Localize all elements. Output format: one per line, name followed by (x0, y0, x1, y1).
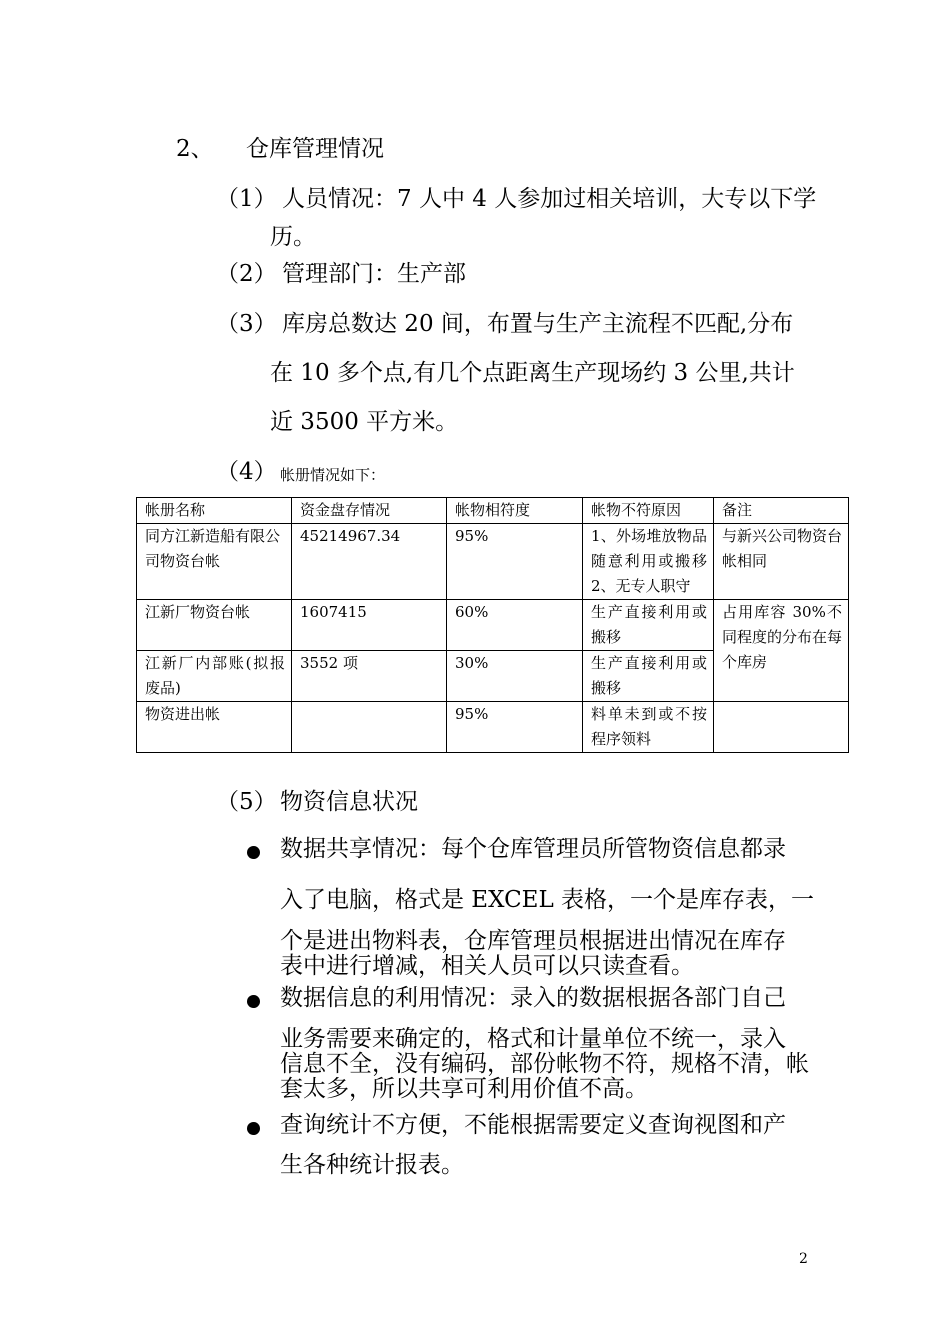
table-header-cell: 备注 (714, 498, 849, 524)
item-text-3-cont: 在 10 多个点,有几个点距离生产现场约 3 公里,共计 (270, 360, 795, 386)
table-row (137, 600, 849, 651)
item-number-5: （5） (216, 789, 277, 815)
ledger-reason-cell: 料单未到或不按程序领料 (583, 702, 714, 753)
ledger-amount-cell: 45214967.34 (292, 524, 447, 600)
item-text-5: 物资信息状况 (280, 789, 418, 815)
bullet-line: 数据共享情况：每个仓库管理员所管物资信息都录 (280, 836, 786, 862)
ledger-match-cell: 60% (447, 600, 583, 651)
bullet-dot-icon (244, 991, 264, 1011)
ledger-name-cell: 物资进出帐 (137, 702, 292, 753)
table-row (137, 702, 849, 753)
ledger-name-cell: 同方江新造船有限公司物资台帐 (137, 524, 292, 600)
item-number-3: （3） (216, 311, 277, 337)
bullet-line: 套太多，所以共享可利用价值不高。 (280, 1076, 648, 1102)
table-header-cell: 帐册名称 (137, 498, 292, 524)
table-row (137, 524, 849, 600)
ledger-match-cell: 30% (447, 651, 583, 702)
ledger-note-cell: 与新兴公司物资台帐相同 (714, 524, 849, 600)
page-number: 2 (799, 1251, 808, 1267)
ledger-amount-cell: 3552 项 (292, 651, 447, 702)
ledger-reason-cell: 1、外场堆放物品随意利用或搬移 2、无专人职守 (583, 524, 714, 600)
bullet-line: 个是进出物料表，仓库管理员根据进出情况在库存 (280, 928, 786, 954)
ledger-amount-cell (292, 702, 447, 753)
item-number-4: （4） (216, 459, 277, 485)
bullet-line: 查询统计不方便，不能根据需要定义查询视图和产 (280, 1112, 786, 1138)
bullet-line: 生各种统计报表。 (280, 1152, 464, 1178)
ledger-amount-cell: 1607415 (292, 600, 447, 651)
item-text-2: 管理部门：生产部 (282, 261, 466, 287)
bullet-line: 信息不全，没有编码，部份帐物不符，规格不清，帐 (280, 1051, 809, 1077)
item-text-1: 人员情况：7 人中 4 人参加过相关培训，大专以下学 (282, 186, 817, 212)
item-text-3-cont2: 近 3500 平方米。 (270, 409, 459, 435)
ledger-note-cell (714, 702, 849, 753)
bullet-line: 入了电脑，格式是 EXCEL 表格，一个是库存表，一 (280, 887, 815, 913)
section-number: 2、 (176, 136, 214, 162)
item-number-2: （2） (216, 261, 277, 287)
ledger-name-cell: 江新厂物资台帐 (137, 600, 292, 651)
table-header-cell: 帐物相符度 (447, 498, 583, 524)
ledger-reason-cell: 生产直接利用或搬移 (583, 651, 714, 702)
bullet-dot-icon (244, 842, 264, 862)
bullet-line: 业务需要来确定的，格式和计量单位不统一，录入 (280, 1026, 786, 1052)
bullet-line: 表中进行增减，相关人员可以只读查看。 (280, 953, 694, 979)
item-text-3: 库房总数达 20 间，布置与生产主流程不匹配,分布 (282, 311, 794, 337)
bullet-dot-icon (244, 1118, 264, 1138)
table-header-cell: 帐物不符原因 (583, 498, 714, 524)
ledger-match-cell: 95% (447, 524, 583, 600)
table-header-row (137, 498, 849, 524)
table-header-cell: 资金盘存情况 (292, 498, 447, 524)
ledger-name-cell: 江新厂内部账(拟报废品) (137, 651, 292, 702)
item-text-4: 帐册情况如下： (280, 466, 386, 484)
bullet-line: 数据信息的利用情况：录入的数据根据各部门自己 (280, 985, 786, 1011)
ledger-table (136, 497, 849, 753)
section-title: 仓库管理情况 (246, 136, 384, 162)
ledger-match-cell: 95% (447, 702, 583, 753)
ledger-note-cell: 占用库容 30%不同程度的分布在每个库房 (714, 600, 849, 702)
item-number-1: （1） (216, 186, 277, 212)
item-text-1-cont: 历。 (270, 224, 316, 250)
ledger-reason-cell: 生产直接利用或搬移 (583, 600, 714, 651)
